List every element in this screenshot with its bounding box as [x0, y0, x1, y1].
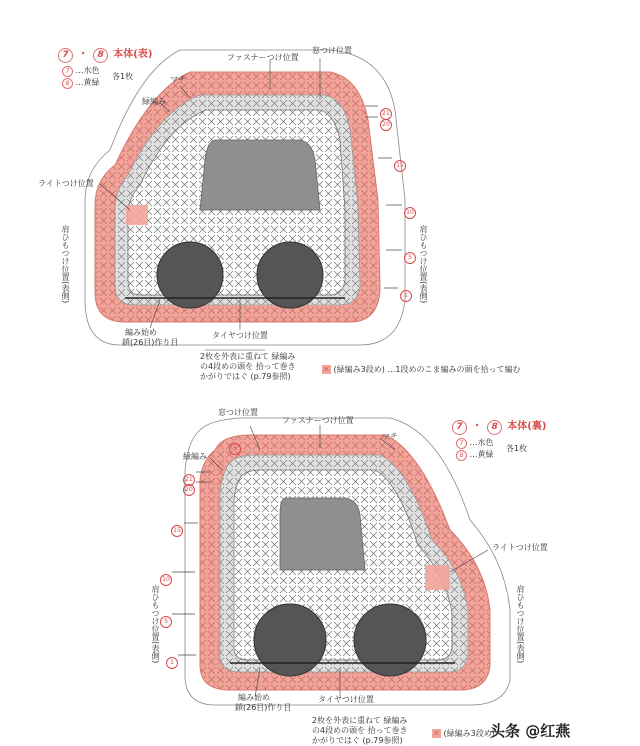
bottom-title: 7 ・ 8 本体(裏) [452, 414, 546, 435]
top-label-edge: 緑編み [142, 97, 166, 106]
top-label-start: 編み始め [125, 328, 157, 337]
bottom-label-edge: 緑編み [183, 452, 207, 461]
bottom-label-chain: 鎖(26目)作り目 [235, 703, 292, 712]
top-legend-x: ✕ (緑編み3段め) …1段めのこま編みの頭を拾って編む [323, 365, 521, 374]
top-row-15: 15 [394, 160, 406, 172]
bottom-diagram [172, 418, 510, 705]
bottom-legend-7: 7 …水色 [456, 438, 494, 449]
bottom-label-start: 編み始め [238, 693, 270, 702]
top-label-strap-left: 肩ひもつけ位置(表側) [61, 225, 70, 304]
bottom-label-tire: タイヤつけ位置 [318, 695, 374, 704]
top-row-21: 21 [380, 108, 392, 120]
bottom-label-strap-left: 肩ひもつけ位置(表側) [151, 585, 160, 664]
top-label-window: 窓つけ位置 [312, 46, 352, 55]
top-count: 各1枚 [112, 72, 134, 81]
bottom-legend-x: ✕ (緑編み3段め) [433, 729, 495, 738]
top-title-num-8: 8 [93, 48, 108, 63]
top-legend-8: 8 …黄緑 [62, 78, 100, 89]
bottom-count: 各1枚 [506, 444, 528, 453]
top-title: 7 ・ 8 本体(表) [58, 42, 152, 63]
bottom-row-top-5: 5 [229, 443, 241, 455]
bottom-row-20: 20 [183, 484, 195, 496]
top-diagram [85, 50, 405, 350]
bottom-row-21: 21 [183, 474, 195, 486]
top-label-strap-right: 肩ひもつけ位置(表側) [419, 225, 428, 304]
top-row-20: 20 [380, 119, 392, 131]
top-legend-7: 7 …水色 [62, 66, 100, 77]
bottom-label-zipper: ファスナーつけ位置 [282, 416, 354, 425]
bottom-label-strap-right: 肩ひもつけ位置(表側) [516, 585, 525, 664]
top-label-light: ライトつけ位置 [38, 179, 94, 188]
top-row-1: 1 [400, 290, 412, 302]
top-title-num-7: 7 [58, 48, 73, 63]
top-window [200, 140, 320, 210]
watermark: 头条 @红燕 [490, 722, 571, 740]
bottom-label-light: ライトつけ位置 [492, 543, 548, 552]
bottom-title-num-8: 8 [487, 420, 502, 435]
bottom-window [280, 498, 365, 570]
top-row-10: 10 [404, 207, 416, 219]
top-row-5: 5 [404, 252, 416, 264]
bottom-row-1: 1 [166, 657, 178, 669]
top-label-note: 2枚を外表に重ねて 緑編みの4段めの頭を 拾って巻きかがりではぐ (p.79参照) [200, 352, 296, 381]
top-title-text: 本体(表) [113, 49, 153, 60]
bottom-label-note: 2枚を外表に重ねて 緑編みの4段めの頭を 拾って巻きかがりではぐ (p.79参照) [312, 716, 408, 745]
bottom-light [425, 565, 450, 590]
top-label-zipper: ファスナーつけ位置 [227, 53, 299, 62]
bottom-label-gusset: マチ [382, 432, 398, 441]
top-label-chain: 鎖(26目)作り目 [122, 338, 179, 347]
bottom-row-15: 15 [171, 525, 183, 537]
x-stitch-icon: ✕ [433, 729, 440, 738]
bottom-title-num-7: 7 [452, 420, 467, 435]
bottom-row-5: 5 [160, 616, 172, 628]
bottom-title-text: 本体(裏) [507, 421, 547, 432]
bottom-label-window: 窓つけ位置 [218, 408, 258, 417]
top-label-tire: タイヤつけ位置 [212, 331, 268, 340]
bottom-tire-left [254, 604, 326, 676]
bottom-tire-right [354, 604, 426, 676]
bottom-row-10: 10 [160, 574, 172, 586]
top-label-gusset: マチ [170, 75, 186, 84]
bottom-legend-8: 8 …黄緑 [456, 450, 494, 461]
top-light [126, 205, 148, 225]
x-stitch-icon: ✕ [323, 365, 330, 374]
